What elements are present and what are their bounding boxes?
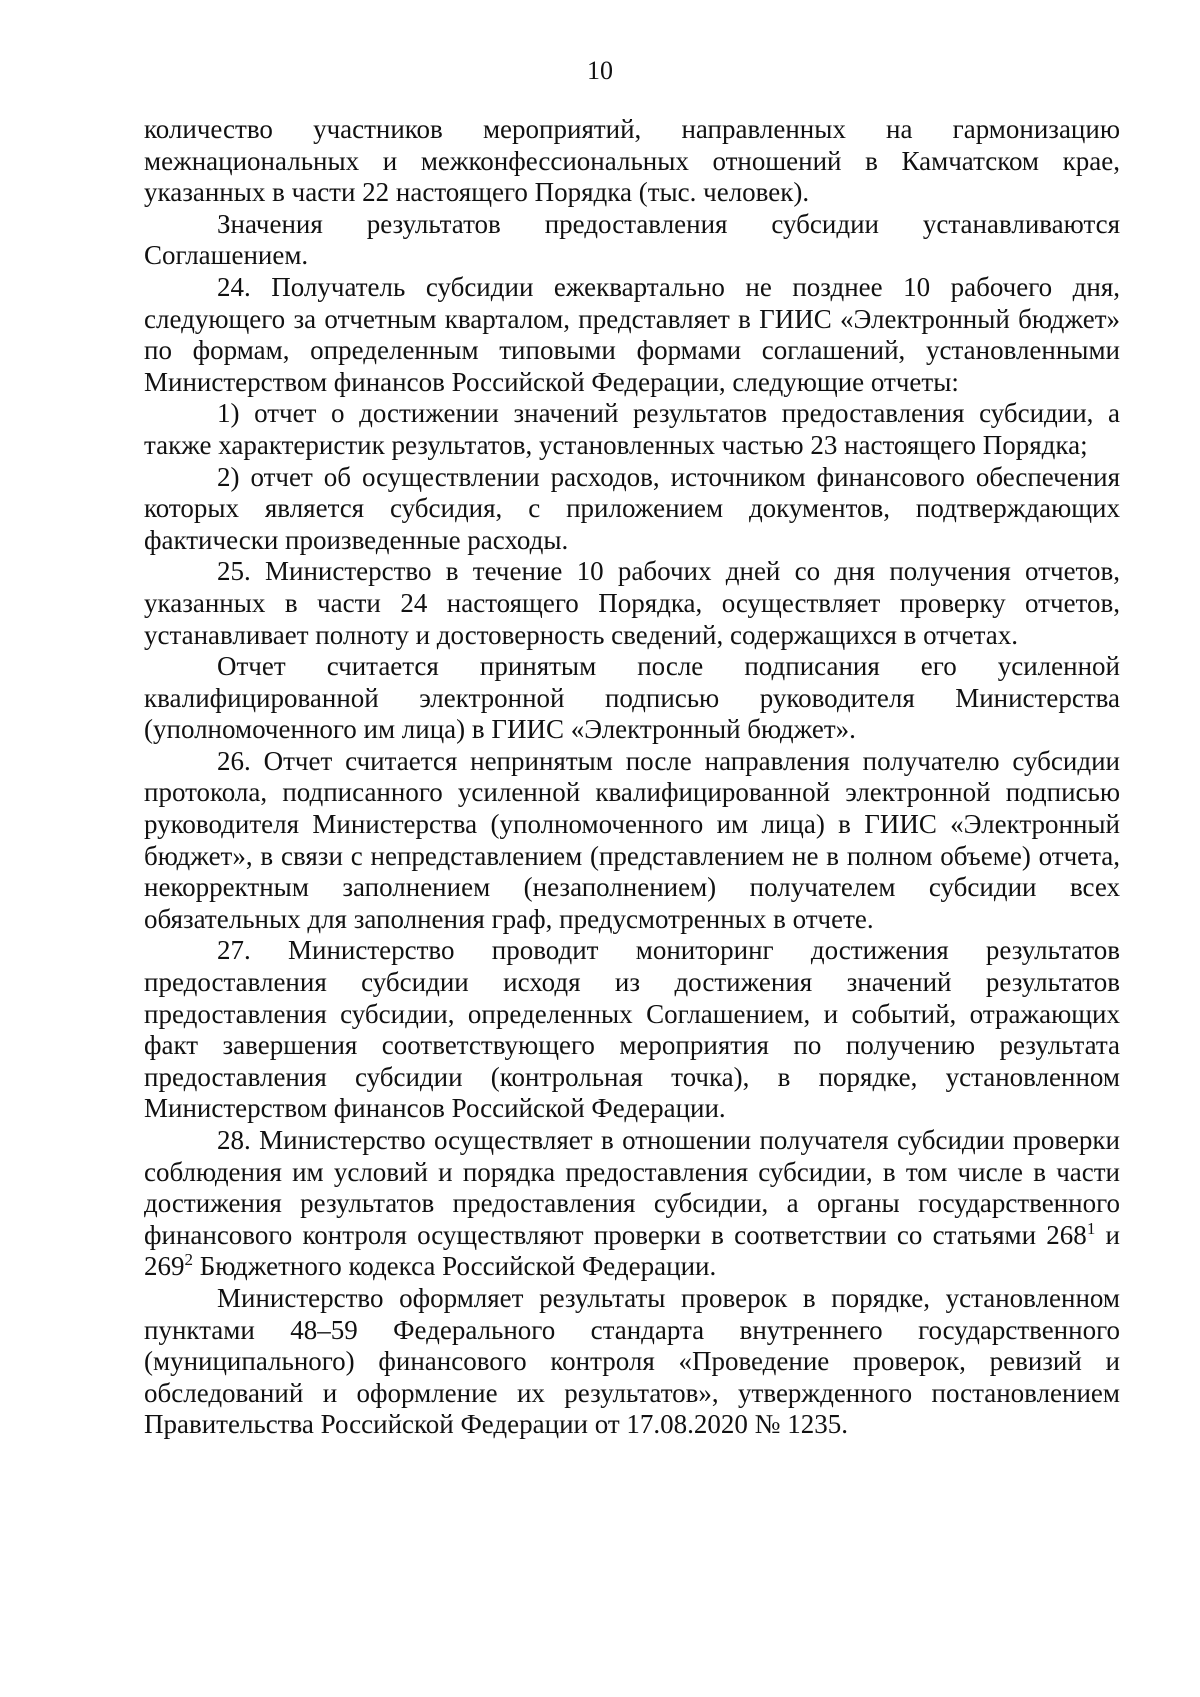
paragraph-24-item-1: 1) отчет о достижении значений результатов предоставления субсидии, а также характеристик результатов, установленных частью 23 настоящего Порядка; [144, 398, 1120, 460]
paragraph-28-text-b: и 269 [144, 1219, 1120, 1282]
paragraph-28-text-c: Бюджетного кодекса Российской Федерации. [193, 1251, 717, 1282]
paragraph-inspection-results: Министерство оформляет результаты проверок в порядке, установленном пунктами 48–59 Федерального стандарта внутреннего государственного (муниципального) финансового контроля «Проведение проверок, ревизий и обследований и оформление их результатов», утвержденного постановлением Правительства Российской Федерации от 17.08.2020 № 1235. [144, 1282, 1120, 1440]
page-number: 10 [587, 56, 613, 85]
superscript-2: 2 [184, 1250, 193, 1270]
paragraph-result-values: Значения результатов предоставления субсидии устанавливаются Соглашением. [144, 208, 1120, 271]
paragraph-24: 24. Получатель субсидии ежеквартально не позднее 10 рабочего дня, следующего за отчетным кварталом, представляет в ГИИС «Электронный бюджет» по формам, определенным типовыми формами соглашений, установленными Министерством финансов Российской Федерации, следующие отчеты: [144, 271, 1120, 397]
paragraph-participants-count: количество участников мероприятий, направленных на гармонизацию межнациональных и межконфессиональных отношений в Камчатском крае, указанных в части 22 настоящего Порядка (тыс. человек). [144, 114, 1120, 208]
document-body [144, 114, 1120, 1441]
paragraph-24-item-2: 2) отчет об осуществлении расходов, источником финансового обеспечения которых является субсидия, с приложением документов, подтверждающих фактически произведенные расходы. [144, 461, 1120, 555]
paragraph-27: 27. Министерство проводит мониторинг достижения результатов предоставления субсидии исходя из достижения значений результатов предоставления субсидии, определенных Соглашением, и событий, отражающих факт завершения соответствующего мероприятия по получению результата предоставления субсидии (контрольная точка), в порядке, установленном Министерством финансов Российской Федерации. [144, 935, 1120, 1124]
superscript-1: 1 [1086, 1218, 1096, 1238]
paragraph-28-text-a: 28. Министерство осуществляет в отношении получателя субсидии проверки соблюдения им условий и порядка предоставления субсидии, в том числе в части достижения результатов предоставления субсидии, а органы государственного финансового контроля осуществляют проверки в соответствии со статьями 268 [144, 1125, 1120, 1250]
paragraph-26: 26. Отчет считается непринятым после направления получателю субсидии протокола, подписанного усиленной квалифицированной электронной подписью руководителя Министерства (уполномоченного им лица) в ГИИС «Электронный бюджет», в связи с непредставлением (представлением не в полном объеме) отчета, некорректным заполнением (незаполнением) получателем субсидии всех обязательных для заполнения граф, предусмотренных в отчете. [144, 745, 1120, 934]
paragraph-report-accepted: Отчет считается принятым после подписания его усиленной квалифицированной электронной подписью руководителя Министерства (уполномоченного им лица) в ГИИС «Электронный бюджет». [144, 651, 1120, 745]
paragraph-28 [144, 1125, 1120, 1283]
paragraph-25: 25. Министерство в течение 10 рабочих дней со дня получения отчетов, указанных в части 24 настоящего Порядка, осуществляет проверку отчетов, устанавливает полноту и достоверность сведений, содержащихся в отчетах. [144, 556, 1120, 650]
